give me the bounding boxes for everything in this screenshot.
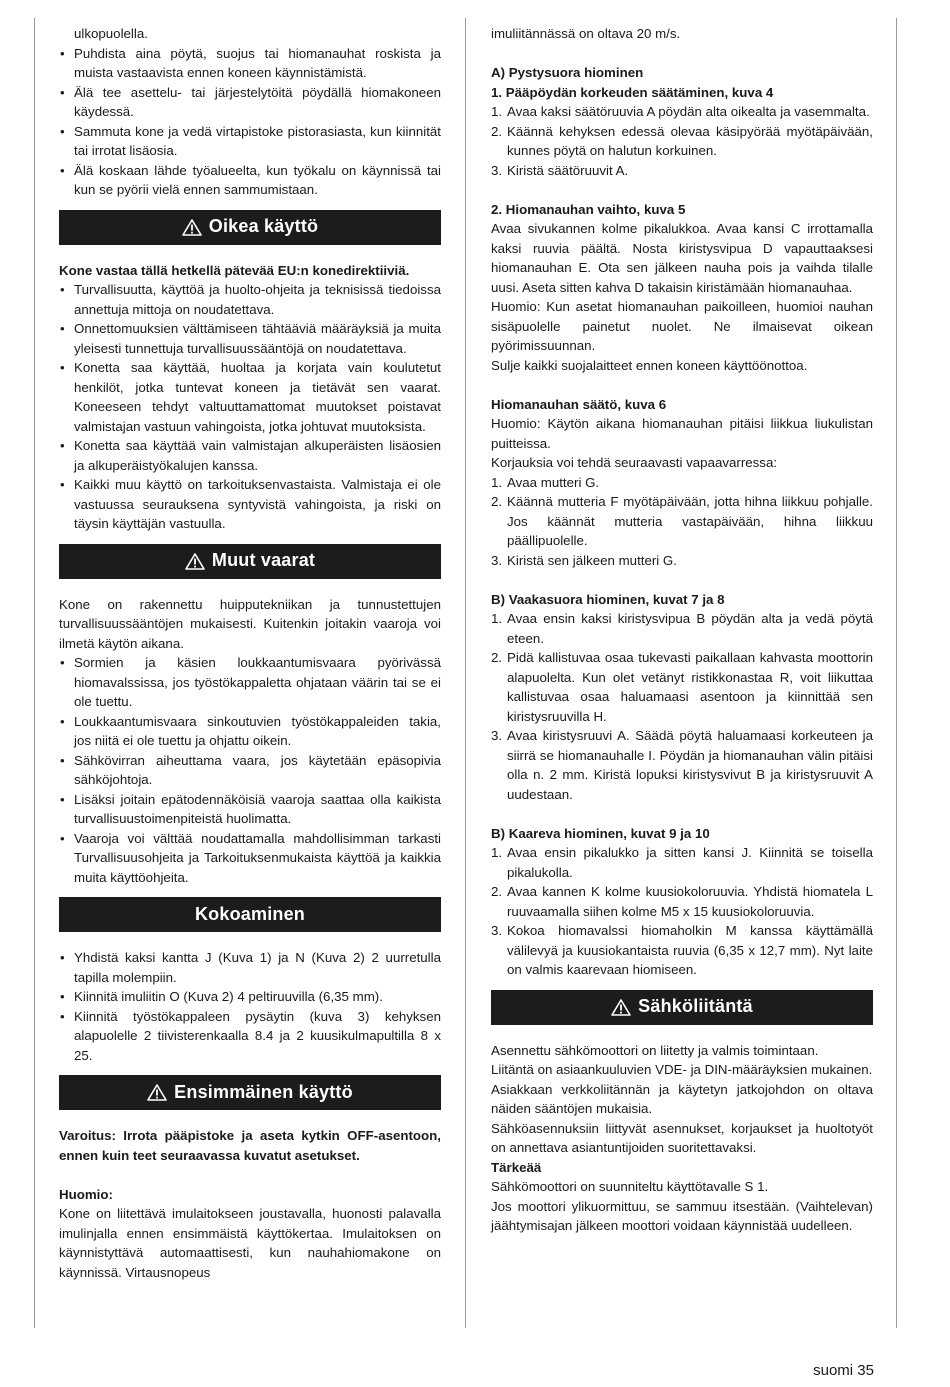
section-header-sahkoliitanta	[491, 990, 873, 1025]
section-title: Ensimmäinen käyttö	[174, 1081, 353, 1102]
paragraph: Huomio: Kun asetat hiomanauhan paikoilleen, huomioi nauhan sisäpuolelle painetut nuolet. Ne ilmaisevat oikean pyörimissuunnan.	[491, 299, 873, 353]
list-item: • Kiinnitä työstökappaleen pysäytin (kuva 3) kehyksen alapuolelle 2 tiivisterenkaalla 8.4 ja 2 kuusikulmapultilla 8 x 25.	[59, 1007, 441, 1066]
left-column	[59, 24, 441, 1282]
paragraph: Sähköasennuksiin liittyvät asennukset, korjaukset ja huoltotyöt on annettava asiantuntijoiden suoritettavaksi.	[491, 1120, 873, 1155]
list-item: • Onnettomuuksien välttämiseen tähtääviä määräyksiä ja muita yleisesti tunnettuja turvallisuussääntöjä on noudatettava.	[59, 319, 441, 358]
list-item: • Lisäksi joitain epätodennäköisiä vaaroja saattaa olla kaikista turvallisuustoimenpiteistä huolimatta.	[59, 790, 441, 829]
list-item: • Yhdistä kaksi kantta J (Kuva 1) ja N (Kuva 2) 2 uurretulla tapilla molempiin.	[59, 948, 441, 987]
list-item: 2. Käännä mutteria F myötäpäivään, jotta hihna liikkuu pohjalle. Jos käännät mutteria vastapäivään, hihna liikkuu päällipuolelle.	[491, 494, 873, 548]
list-item: • Konetta saa käyttää vain valmistajan alkuperäisten lisäosien ja alkuperäistyökalujen kanssa.	[59, 436, 441, 475]
subsection-heading: 2. Hiomanauhan vaihto, kuva 5	[491, 201, 686, 217]
warning-text: Varoitus: Irrota pääpistoke ja aseta kytkin OFF-asentoon, ennen kuin teet seuraavassa kuvatut asetukset.	[59, 1128, 441, 1163]
right-column	[491, 24, 873, 1236]
paragraph: Huomio: Käytön aikana hiomanauhan pitäisi liikkua liukulistan puitteissa.	[491, 416, 873, 451]
list-item: • Puhdista aina pöytä, suojus tai hiomanauhat roskista ja muista vastaavista ennen koneen käynnistämistä.	[59, 44, 441, 83]
list-item: • Älä tee asettelu- tai järjestelytöitä pöydällä hiomakoneen käydessä.	[59, 83, 441, 122]
column-rule-right	[896, 18, 897, 1328]
list-item: • Loukkaantumisvaara sinkoutuvien työstökappaleiden takia, jos niitä ei ole tuettu ja ohjattu oikein.	[59, 712, 441, 751]
warning-triangle-icon	[147, 1084, 167, 1101]
warning-triangle-icon	[182, 219, 202, 236]
paragraph: Jos moottori ylikuormittuu, se sammuu itsestään. (Vaihtelevan) jäähtymisajan jälkeen moottori voidaan käynnistää uudelleen.	[491, 1198, 873, 1233]
list-item: 1. Avaa mutteri G.	[491, 474, 600, 490]
section-title: Oikea käyttö	[208, 216, 319, 237]
section-header-oikea-kaytto	[59, 210, 441, 245]
list-item: 3. Kiristä sen jälkeen mutteri G.	[491, 552, 677, 568]
subsection-heading: B) Vaakasuora hiominen, kuvat 7 ja 8	[491, 591, 725, 607]
steps-list	[491, 609, 873, 804]
list-item: • Sormien ja käsien loukkaantumisvaara pyörivässä hiomavalssissa, jos työstökappaletta ohjataan väärin tai se ei ole tuettu.	[59, 653, 441, 712]
intro-continuation: ulkopuolella.	[74, 26, 148, 41]
steps-list	[491, 843, 873, 980]
steps-list	[491, 473, 873, 571]
list-item: • Älä koskaan lähde työalueelta, kun työkalu on käynnissä tai kun se pyörii vielä ennen sammumistaan.	[59, 161, 441, 200]
continuation-text: imuliitännässä on oltava 20 m/s.	[491, 26, 681, 41]
column-rule-middle	[465, 18, 466, 1328]
list-item: 3. Kiristä säätöruuvit A.	[491, 162, 629, 178]
list-item: 3. Kokoa hiomavalssi hiomaholkin M kanssa käyttämällä välilevyä ja kuusiokantaista ruuvia (6,35 x 12,7 mm). Nyt laite on valmis kaarevaan hiomiseen.	[491, 923, 873, 977]
list-item: 2. Käännä kehyksen edessä olevaa käsipyörää myötäpäivään, kunnes pöytä on halutun korkuinen.	[491, 123, 873, 158]
note-label: Huomio:	[59, 1186, 113, 1202]
list-item: 1. Avaa kaksi säätöruuvia A pöydän alta oikealta ja vasemmalta.	[491, 104, 870, 119]
section-intro: Kone on rakennettu huipputekniikan ja tunnustettujen turvallisuussääntöjen mukaisesti. Kuitenkin joitakin vaaroja voi ilmetä käytön aikana.	[59, 596, 441, 651]
paragraph: Avaa sivukannen kolme pikalukkoa. Avaa kansi C irrottamalla kaksi ruuvia päältä. Nosta kiristysvipua D vapauttaaksesi hiomanauhan E. Ota sen jälkeen nauha pois ja vaihda tilalle uusi. Aseta sitten kahva D takaisin kiristämään hiomanauhaa.	[491, 221, 873, 295]
list-item: 2. Avaa kannen K kolme kuusiokoloruuvia. Yhdistä hiomatela L ruuvaamalla siihen kolme M5 x 15 kuusiokoloruuvia.	[491, 884, 873, 919]
column-rule-left	[34, 18, 35, 1328]
list-item: • Sähkövirran aiheuttama vaara, jos käytetään epäsopivia sähköjohtoja.	[59, 751, 441, 790]
list-item: 2. Pidä kallistuvaa osaa tukevasti paikallaan kahvasta moottorin alapuolelta. Kun olet vetänyt ristikkonastaa R, voit liikuttaa kallistuvaa osaa haluamaasi asentoon ja kiinnittää sen kiristysruuvilla H.	[491, 650, 873, 724]
steps-list	[491, 102, 873, 180]
list-item: • Kaikki muu käyttö on tarkoituksenvastaista. Valmistaja ei ole vastuussa seurauksena syntyvistä vahingoista, ja riski on täysin käyttäjän vastuulla.	[59, 475, 441, 534]
paragraph: Sähkömoottori on suunniteltu käyttötavalle S 1.	[491, 1179, 769, 1194]
note-text: Kone on liitettävä imulaitokseen joustavalla, huonosti palavalla imulinjalla ennen ensimmäistä käyttökertaa. Imulaitoksen on käynnistyttävä automaattisesti, kun nauhahiomakone on käynnissä. Virtausnopeus	[59, 1206, 441, 1280]
warning-triangle-icon	[185, 553, 205, 570]
paragraph: Asennettu sähkömoottori on liitetty ja valmis toimintaan.	[491, 1042, 819, 1058]
section-title: Muut vaarat	[211, 550, 316, 571]
page-footer: suomi 35	[813, 1362, 874, 1379]
section-title: Sähköliitäntä	[638, 996, 753, 1017]
kokoaminen-bullet-list	[59, 948, 441, 1065]
section-header-ensimmainen-kaytto	[59, 1075, 441, 1110]
section-header-kokoaminen	[59, 897, 441, 932]
section-title: Kokoaminen	[194, 903, 306, 924]
paragraph: Liitäntä on asiaankuuluvien VDE- ja DIN-määräyksien mukainen.	[491, 1062, 873, 1077]
paragraph: Sulje kaikki suojalaitteet ennen koneen käyttöönottoa.	[491, 357, 808, 373]
important-label: Tärkeää	[491, 1159, 542, 1175]
subsection-heading: B) Kaareva hiominen, kuvat 9 ja 10	[491, 825, 710, 841]
intro-bullet-list	[59, 24, 441, 200]
oikea-bullet-list	[59, 280, 441, 534]
paragraph: Asiakkaan verkkoliitännän ja käytetyn jatkojohdon on oltava näiden sääntöjen mukaisia.	[491, 1081, 873, 1116]
muut-bullet-list	[59, 653, 441, 887]
list-item: 1. Avaa ensin kaksi kiristysvipua B pöydän alta ja vedä pöytä eteen.	[491, 611, 873, 646]
list-item: 3. Avaa kiristysruuvi A. Säädä pöytä haluamaasi korkeuteen ja siirrä se hiomanauhalle I. Pöydän ja hiomanauhan välin pitäisi olla n. 2 mm. Kiristä lopuksi kiristysvivut B ja kiristysruuvit A uudestaan.	[491, 728, 873, 802]
section-lead: Kone vastaa tällä hetkellä pätevää EU:n konedirektiiviä.	[59, 262, 410, 278]
list-item: • Vaaroja voi välttää noudattamalla mahdollisimman tarkasti Turvallisuusohjeita ja Tarkoituksenmukaista käyttöä ja kaikkia muita käyttöohjeita.	[59, 829, 441, 888]
section-header-muut-vaarat	[59, 544, 441, 579]
list-item: • Turvallisuutta, käyttöä ja huolto-ohjeita ja teknisissä tiedoissa annettuja mittoja on noudatettava.	[59, 280, 441, 319]
subsection-heading: Hiomanauhan säätö, kuva 6	[491, 396, 667, 412]
list-item: • Konetta saa käyttää, huoltaa ja korjata vain koulutetut henkilöt, jotka tuntevat koneen ja tietävät sen vaarat. Koneeseen tehdyt valtuuttamattomat muutokset poistavat valmistajan vastuun vahingoista, jotka johtuvat muutoksista.	[59, 358, 441, 436]
subsection-heading: 1. Pääpöydän korkeuden säätäminen, kuva 4	[491, 84, 774, 100]
list-item: • Sammuta kone ja vedä virtapistoke pistorasiasta, kun kiinnität tai irrotat lisäosia.	[59, 122, 441, 161]
list-item: 1. Avaa ensin pikalukko ja sitten kansi J. Kiinnitä se toisella pikalukolla.	[491, 845, 873, 880]
paragraph: Korjauksia voi tehdä seuraavasti vapaavarressa:	[491, 455, 778, 470]
warning-triangle-icon	[611, 999, 631, 1016]
list-item: • Kiinnitä imuliitin O (Kuva 2) 4 peltiruuvilla (6,35 mm).	[59, 987, 441, 1007]
subsection-heading: A) Pystysuora hiominen	[491, 65, 644, 80]
